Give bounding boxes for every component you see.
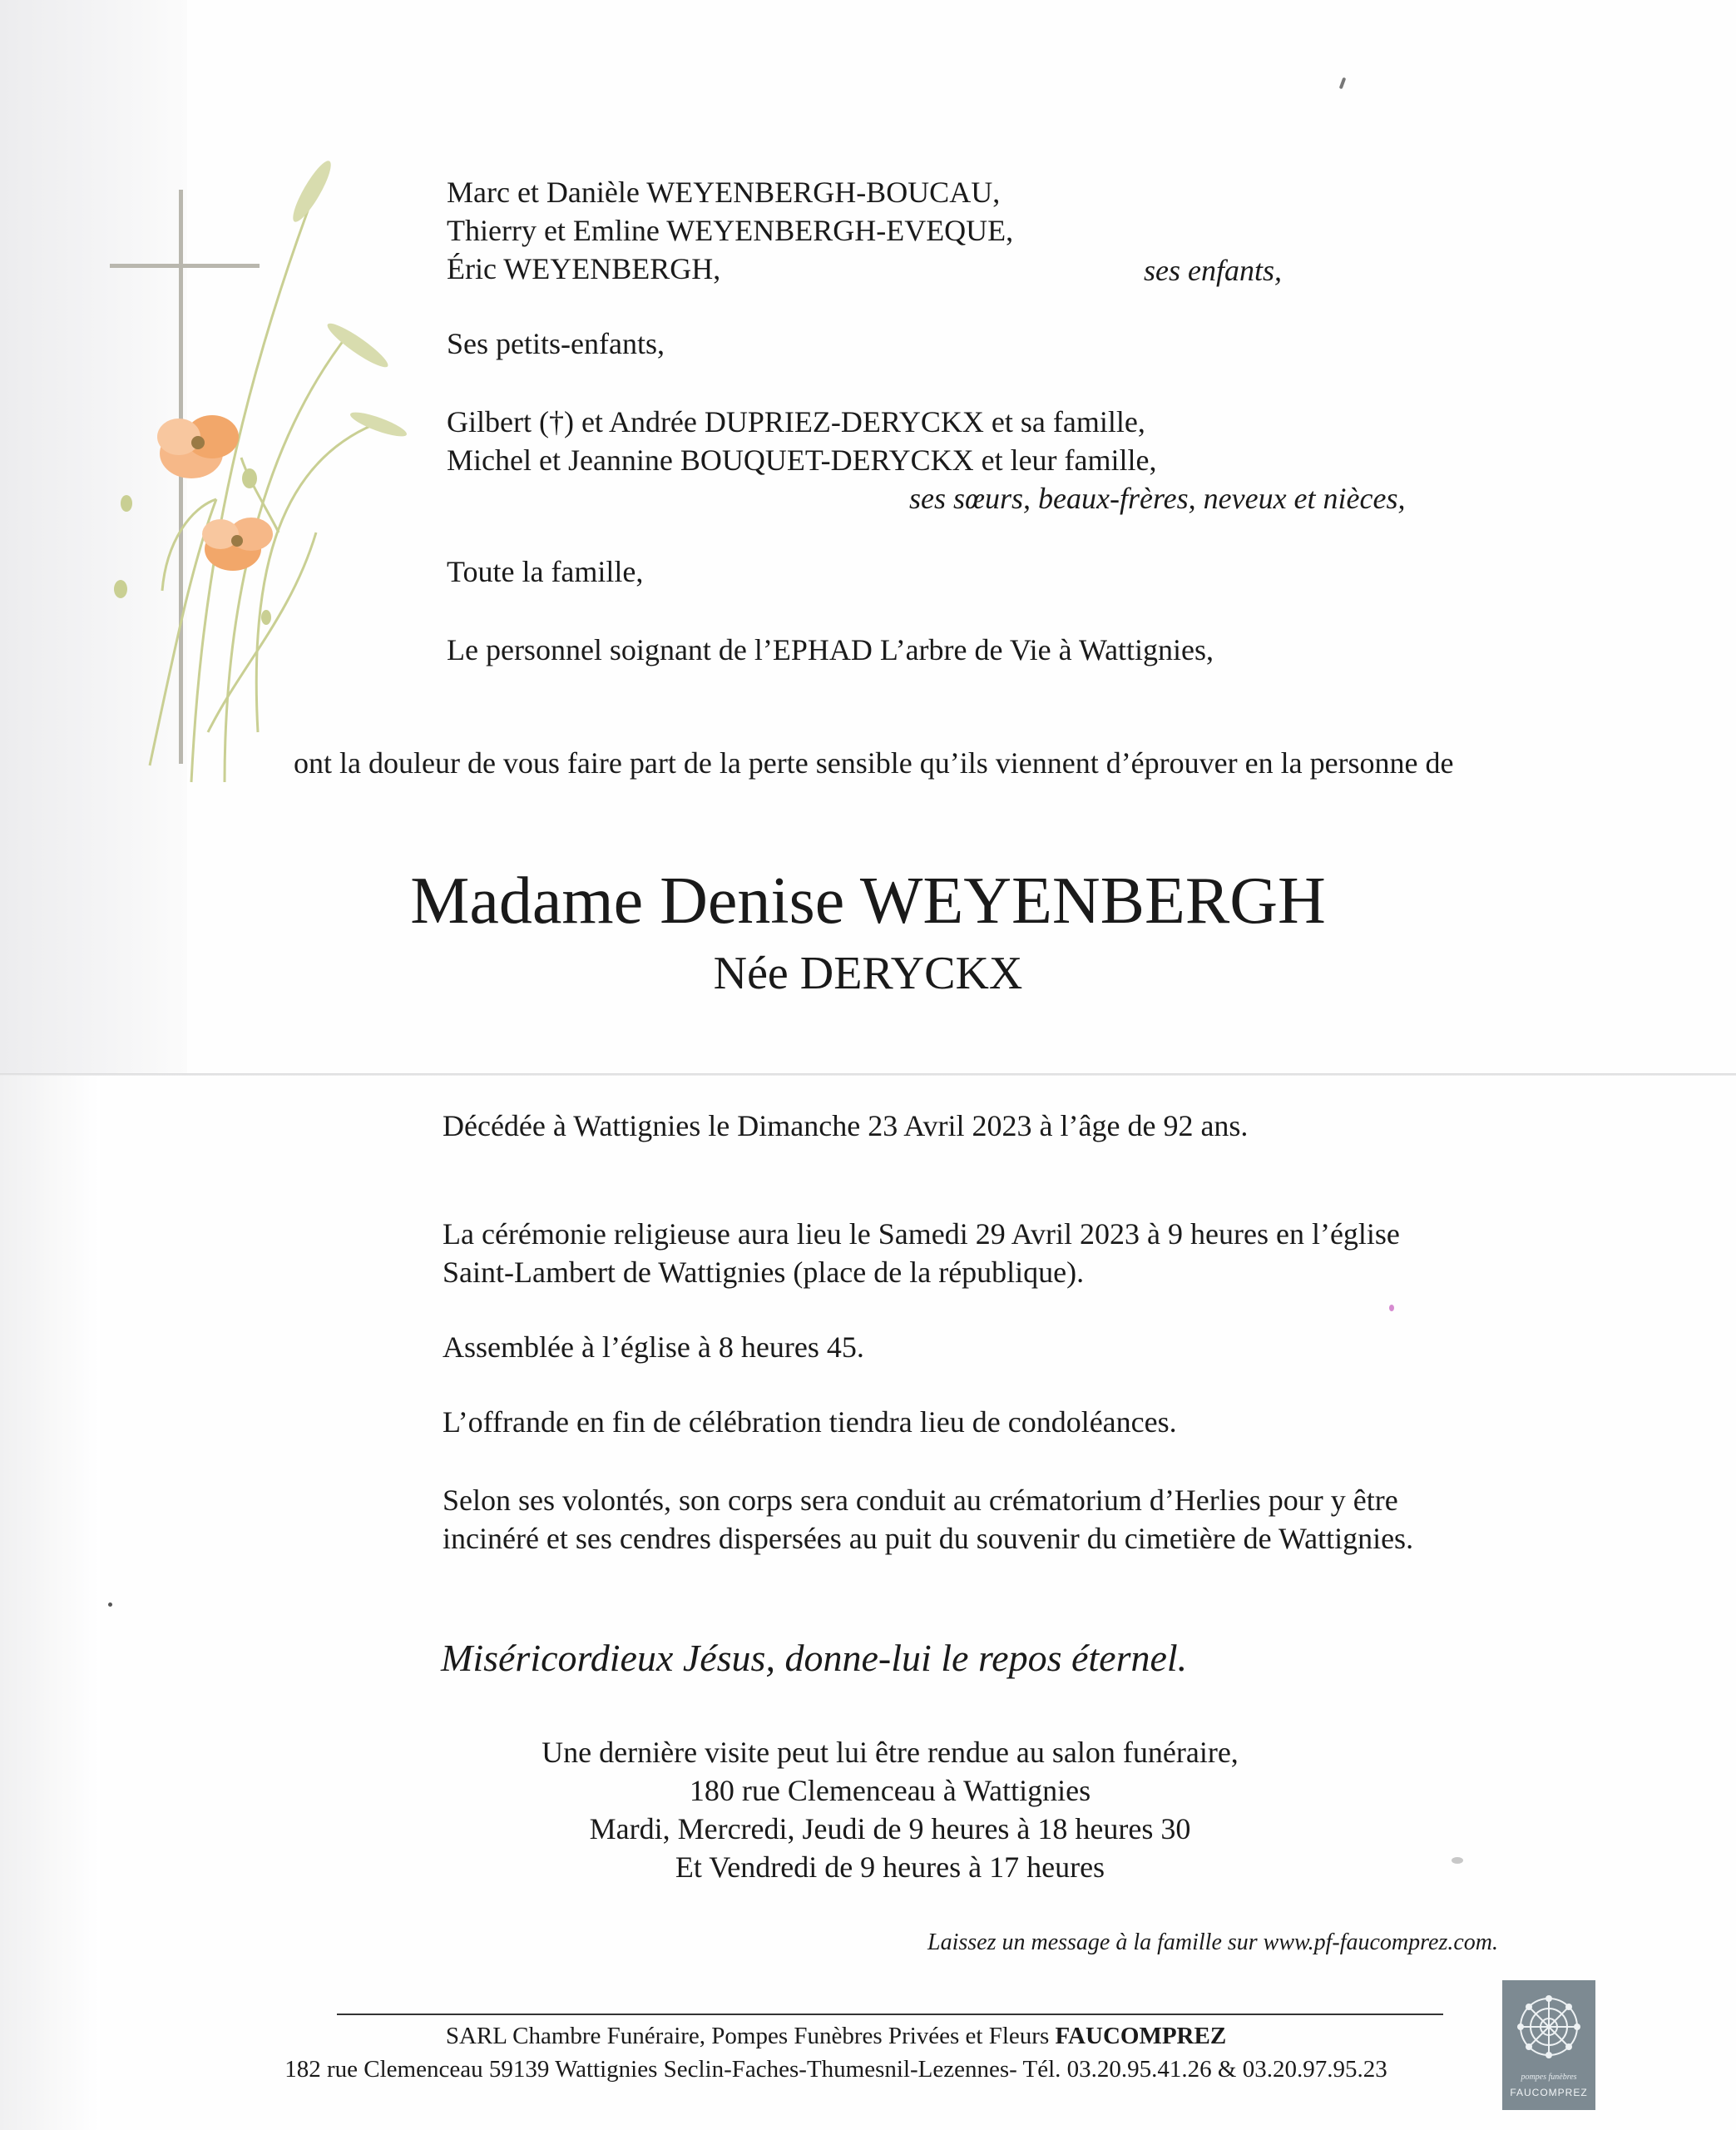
scan-speck bbox=[1452, 1857, 1463, 1864]
faucomprez-logo bbox=[1502, 1980, 1595, 2110]
ceremony-line-2: Saint-Lambert de Wattignies (place de la république). bbox=[443, 1256, 1085, 1289]
offering-line: L’offrande en fin de célébration tiendra lieu de condoléances. bbox=[443, 1405, 1177, 1439]
assembly-line: Assemblée à l’église à 8 heures 45. bbox=[443, 1330, 864, 1364]
sibling-line-1: Gilbert (†) et Andrée DUPRIEZ-DERYCKX et sa famille, bbox=[447, 405, 1145, 438]
website-message: Laissez un message à la famille sur www.pf-faucomprez.com. bbox=[927, 1929, 1498, 1955]
child-line-1: Marc et Danièle WEYENBERGH-BOUCAU, bbox=[447, 176, 1001, 209]
whole-family-line: Toute la famille, bbox=[447, 555, 644, 588]
scan-speck bbox=[108, 1602, 112, 1607]
deceased-name: Madame Denise WEYENBERGH bbox=[410, 864, 1326, 938]
left-shadow-bottom bbox=[0, 1076, 100, 2130]
wishes-line-2: incinéré et ses cendres dispersées au puit du souvenir du cimetière de Wattignies. bbox=[443, 1522, 1414, 1555]
death-line: Décédée à Wattignies le Dimanche 23 Avril 2023 à l’âge de 92 ans. bbox=[443, 1109, 1249, 1142]
scan-speck bbox=[1389, 1305, 1394, 1311]
footer-company-name: FAUCOMPREZ bbox=[1055, 2023, 1227, 2049]
staff-line: Le personnel soignant de l’EPHAD L’arbre de Vie à Wattignies, bbox=[447, 633, 1214, 666]
child-line-2: Thierry et Emline WEYENBERGH-EVEQUE, bbox=[447, 214, 1014, 247]
footer-company-prefix: SARL Chambre Funéraire, Pompes Funèbres Privées et Fleurs bbox=[445, 2023, 1050, 2049]
wishes-line-1: Selon ses volontés, son corps sera conduit au crématorium d’Herlies pour y être bbox=[443, 1484, 1398, 1517]
siblings-role: ses sœurs, beaux-frères, neveux et nièces, bbox=[909, 482, 1406, 515]
visit-line-4: Et Vendredi de 9 heures à 17 heures bbox=[675, 1850, 1105, 1884]
maiden-name: Née DERYCKX bbox=[713, 948, 1023, 999]
announcement-line: ont la douleur de vous faire part de la perte sensible qu’ils viennent d’éprouver en la personne de bbox=[294, 746, 1454, 780]
rosette-icon bbox=[1502, 1980, 1595, 2072]
visit-line-1: Une dernière visite peut lui être rendue au salon funéraire, bbox=[542, 1736, 1239, 1769]
logo-title: FAUCOMPREZ bbox=[1510, 2087, 1588, 2098]
logo-subtitle: pompes funèbres bbox=[1521, 2073, 1577, 2082]
children-role: ses enfants, bbox=[1144, 254, 1282, 287]
cross-poppy-illustration bbox=[100, 150, 433, 799]
footer-address: 182 rue Clemenceau 59139 Wattignies Seclin-Faches-Thumesnil-Lezennes- Tél. 03.20.95.41.26 & 03.20.97.95.23 bbox=[284, 2056, 1387, 2083]
sibling-line-2: Michel et Jeannine BOUQUET-DERYCKX et leur famille, bbox=[447, 443, 1157, 477]
fold-line bbox=[0, 1073, 1736, 1076]
visit-line-2: 180 rue Clemenceau à Wattignies bbox=[689, 1774, 1091, 1807]
poppy-icon bbox=[157, 415, 239, 478]
footer-divider bbox=[337, 2014, 1443, 2015]
scan-speck bbox=[1339, 77, 1347, 90]
ceremony-line-1: La cérémonie religieuse aura lieu le Samedi 29 Avril 2023 à 9 heures en l’église bbox=[443, 1217, 1400, 1251]
footer-company bbox=[166, 2020, 1506, 2052]
grandchildren-line: Ses petits-enfants, bbox=[447, 327, 665, 360]
poppy-icon bbox=[202, 518, 273, 571]
prayer-line: Miséricordieux Jésus, donne-lui le repos éternel. bbox=[441, 1637, 1188, 1679]
child-line-3: Éric WEYENBERGH, bbox=[447, 252, 721, 285]
visit-line-3: Mardi, Mercredi, Jeudi de 9 heures à 18 heures 30 bbox=[589, 1812, 1191, 1845]
